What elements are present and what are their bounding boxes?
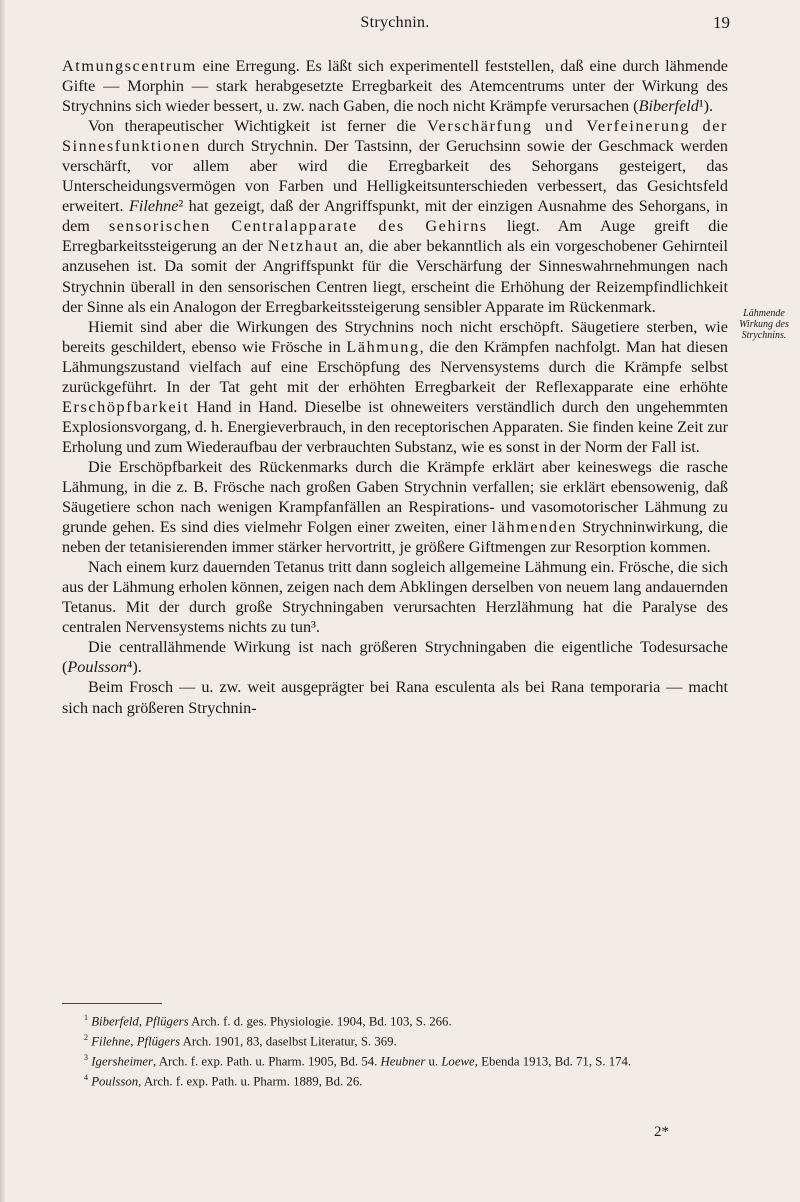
text-span: ⁴). bbox=[126, 658, 142, 677]
text-span: Beim Frosch — u. zw. weit ausgeprägter bei Rana esculenta als bei Rana temporaria — macht sich nach größeren Strychnin- bbox=[62, 678, 728, 717]
author-name: Igersheimer bbox=[91, 1053, 154, 1068]
text-span: , bbox=[130, 1034, 137, 1049]
author-name: Poulsson bbox=[67, 658, 127, 677]
margin-note: Lähmende Wirkung des Strychnins. bbox=[739, 308, 789, 341]
footnote-rule bbox=[62, 1003, 162, 1004]
text-span: , bbox=[138, 1014, 146, 1029]
emphasis-laehmenden: lähmenden bbox=[491, 518, 578, 537]
text-span: Strychninwirkung, die neben der tetanisierenden immer stärker hervortritt, je größere Giftmengen zur Resorption kommen. bbox=[62, 518, 728, 557]
text-span: , die den Krämpfen nachfolgt. Man hat diesen Lähmungszustand vielfach auf eine Erschöpfung des Nervensystems durch die Krämpfe selbst zurückgeführt. In der Tat geht mit der erhöhten Erregbarkeit der Reflexapparate eine erhöhte bbox=[62, 337, 728, 396]
emphasis-verschaerfung: Verschärfung und Verfeinerung der Sinnesfunktionen bbox=[62, 117, 729, 156]
paragraph-6 bbox=[62, 637, 728, 677]
footnote-4: $^4$ Poulsson, Arch. f. exp. Path. u. Pharm. 1889, Bd. 26. bbox=[84, 1072, 363, 1088]
footnote-1: $^1$ Biberfeld, Pflügers Arch. f. d. ges. Physiologie. 1904, Bd. 103, S. 266. bbox=[84, 1013, 452, 1029]
emphasis-centralapparate: sensorischen Centralapparate des Gehirns bbox=[108, 217, 488, 236]
signature-mark: 2* bbox=[654, 1124, 669, 1140]
footnote-3: $^3$ Igersheimer, Arch. f. exp. Path. u. Pharm. 1905, Bd. 54. Heubner u. Loewe, Ebenda 1913, Bd. 71, S. 174. bbox=[84, 1052, 632, 1068]
author-name: Heubner bbox=[380, 1053, 426, 1068]
emphasis-netzhaut: Netzhaut bbox=[267, 237, 340, 256]
text-span: Nach einem kurz dauernden Tetanus tritt dann sogleich allgemeine Lähmung ein. Frösche, die sich aus der Lähmung erholen können, zeigen nach dem Abklingen derselben von neuem lang andauernden Tetanus. Mit der durch große Strychningaben verursachten Herzlähmung hat die Paralyse des centralen Nervensystems nichts zu tun³. bbox=[62, 558, 728, 637]
author-name: Filehne bbox=[91, 1034, 131, 1049]
text-span: ² hat gezeigt, daß der Angriffspunkt, mit der einzigen Ausnahme des Sehorgans, in dem bbox=[62, 197, 728, 236]
text-span: Die centrallähmende Wirkung ist nach größeren Strychningaben die eigentliche Todesursache ( bbox=[62, 638, 728, 677]
text-span: Arch. f. d. ges. Physiologie. 1904, Bd. 103, S. 266. bbox=[188, 1014, 452, 1029]
author-name: Pflügers bbox=[145, 1014, 189, 1029]
body-text bbox=[62, 56, 728, 718]
text-span: , Arch. f. exp. Path. u. Pharm. 1889, Bd. 26. bbox=[138, 1073, 363, 1088]
text-span: ¹). bbox=[698, 97, 714, 116]
text-span: Arch. 1901, 83, daselbst Literatur, S. 369. bbox=[180, 1034, 397, 1049]
author-name: Loewe bbox=[441, 1053, 475, 1068]
page-edge-shadow bbox=[0, 0, 6, 1202]
text-span: , Ebenda 1913, Bd. 71, S. 174. bbox=[474, 1053, 632, 1068]
author-name: Biberfeld bbox=[638, 97, 699, 116]
footnotes bbox=[62, 1010, 728, 1089]
text-span: durch Strychnin. Der Tastsinn, der Geruchsinn sowie der Geschmack werden verschärft, vor allem aber wird die Erregbarkeit des Sehorgans gesteigert, das Unterscheidungsvermögen von Farben und Helligkeitsunterschieden verbessert, das Gesichtsfeld erweitert. bbox=[62, 137, 728, 216]
text-span: an, die aber bekanntlich als ein vorgeschobener Gehirnteil anzusehen ist. Da somit der Angriffspunkt für die Verschärfung der Sinneswahrnehmungen nach Strychnin überall in den sensorischen Centren liegt, erscheint die Erhöhung der Reizempfindlichkeit der Sinne als ein Analogon der Erregbarkeitssteigerung sensibler Apparate im Rückenmark. bbox=[62, 237, 728, 316]
text-span: , Arch. f. exp. Path. u. Pharm. 1905, Bd. 54. bbox=[153, 1053, 381, 1068]
paragraph-4 bbox=[62, 457, 728, 557]
paragraph-1 bbox=[62, 56, 728, 116]
text-span: u. bbox=[425, 1053, 442, 1068]
paragraph-3 bbox=[62, 317, 728, 457]
paragraph-5 bbox=[62, 557, 728, 637]
author-name: Biberfeld bbox=[91, 1014, 139, 1029]
running-title: Strychnin. bbox=[360, 14, 430, 31]
paragraph-7 bbox=[62, 677, 728, 717]
author-name: Poulsson bbox=[91, 1073, 139, 1088]
text-span: Hiemit sind aber die Wirkungen des Strychnins noch nicht erschöpft. Säugetiere sterben, wie bereits geschildert, ebenso wie Frösche in bbox=[62, 317, 728, 356]
text-span: liegt. Am Auge greift die Erregbarkeitssteigerung an der bbox=[62, 217, 728, 256]
text-span: Hand in Hand. Dieselbe ist ohneweiters verständlich durch den ungehemmten Explosionsvorgang, d. h. Energieverbrauch, in den receptorischen Apparaten. Sie finden keine Zeit zur Erholung und zum Wiederaufbau der verbrauchten Substanz, wie es sonst in der Norm der Fall ist. bbox=[62, 397, 728, 456]
text-span: eine Erregung. Es läßt sich experimentell feststellen, daß eine durch lähmende Gifte — Morphin — stark herabgesetzte Erregbarkeit des Atemcentrums unter der Wirkung des Strychnins sich wieder bessert, u. zw. nach Gaben, die noch nicht Krämpfe verursachen ( bbox=[62, 57, 728, 116]
page-number: 19 bbox=[713, 13, 730, 32]
paragraph-2 bbox=[62, 116, 728, 316]
running-header bbox=[60, 14, 730, 36]
author-name: Pflügers bbox=[136, 1034, 181, 1049]
text-span: Von therapeutischer Wichtigkeit ist ferner die bbox=[88, 117, 428, 136]
footnote-2: $^2$ Filehne, Pflügers Arch. 1901, 83, daselbst Literatur, S. 369. bbox=[84, 1032, 397, 1049]
text-span: Die Erschöpfbarkeit des Rückenmarks durch die Krämpfe erklärt aber keineswegs die rasche Lähmung, in die z. B. Frösche nach großen Gaben Strychnin verfallen; sie erklärt ebensowenig, daß Säugetiere schon nach wenigen Krampfanfällen an Respirations- und vasomotorischer Lähmung zu grunde gehen. Es sind dies vielmehr Folgen einer zweiten, einer bbox=[62, 457, 728, 537]
emphasis-atmungscentrum: Atmungscentrum bbox=[62, 57, 197, 75]
author-name: Filehne bbox=[128, 197, 179, 216]
emphasis-erschoepfbarkeit: Erschöpfbarkeit bbox=[62, 397, 190, 416]
emphasis-laehmung: Lähmung bbox=[346, 337, 420, 356]
